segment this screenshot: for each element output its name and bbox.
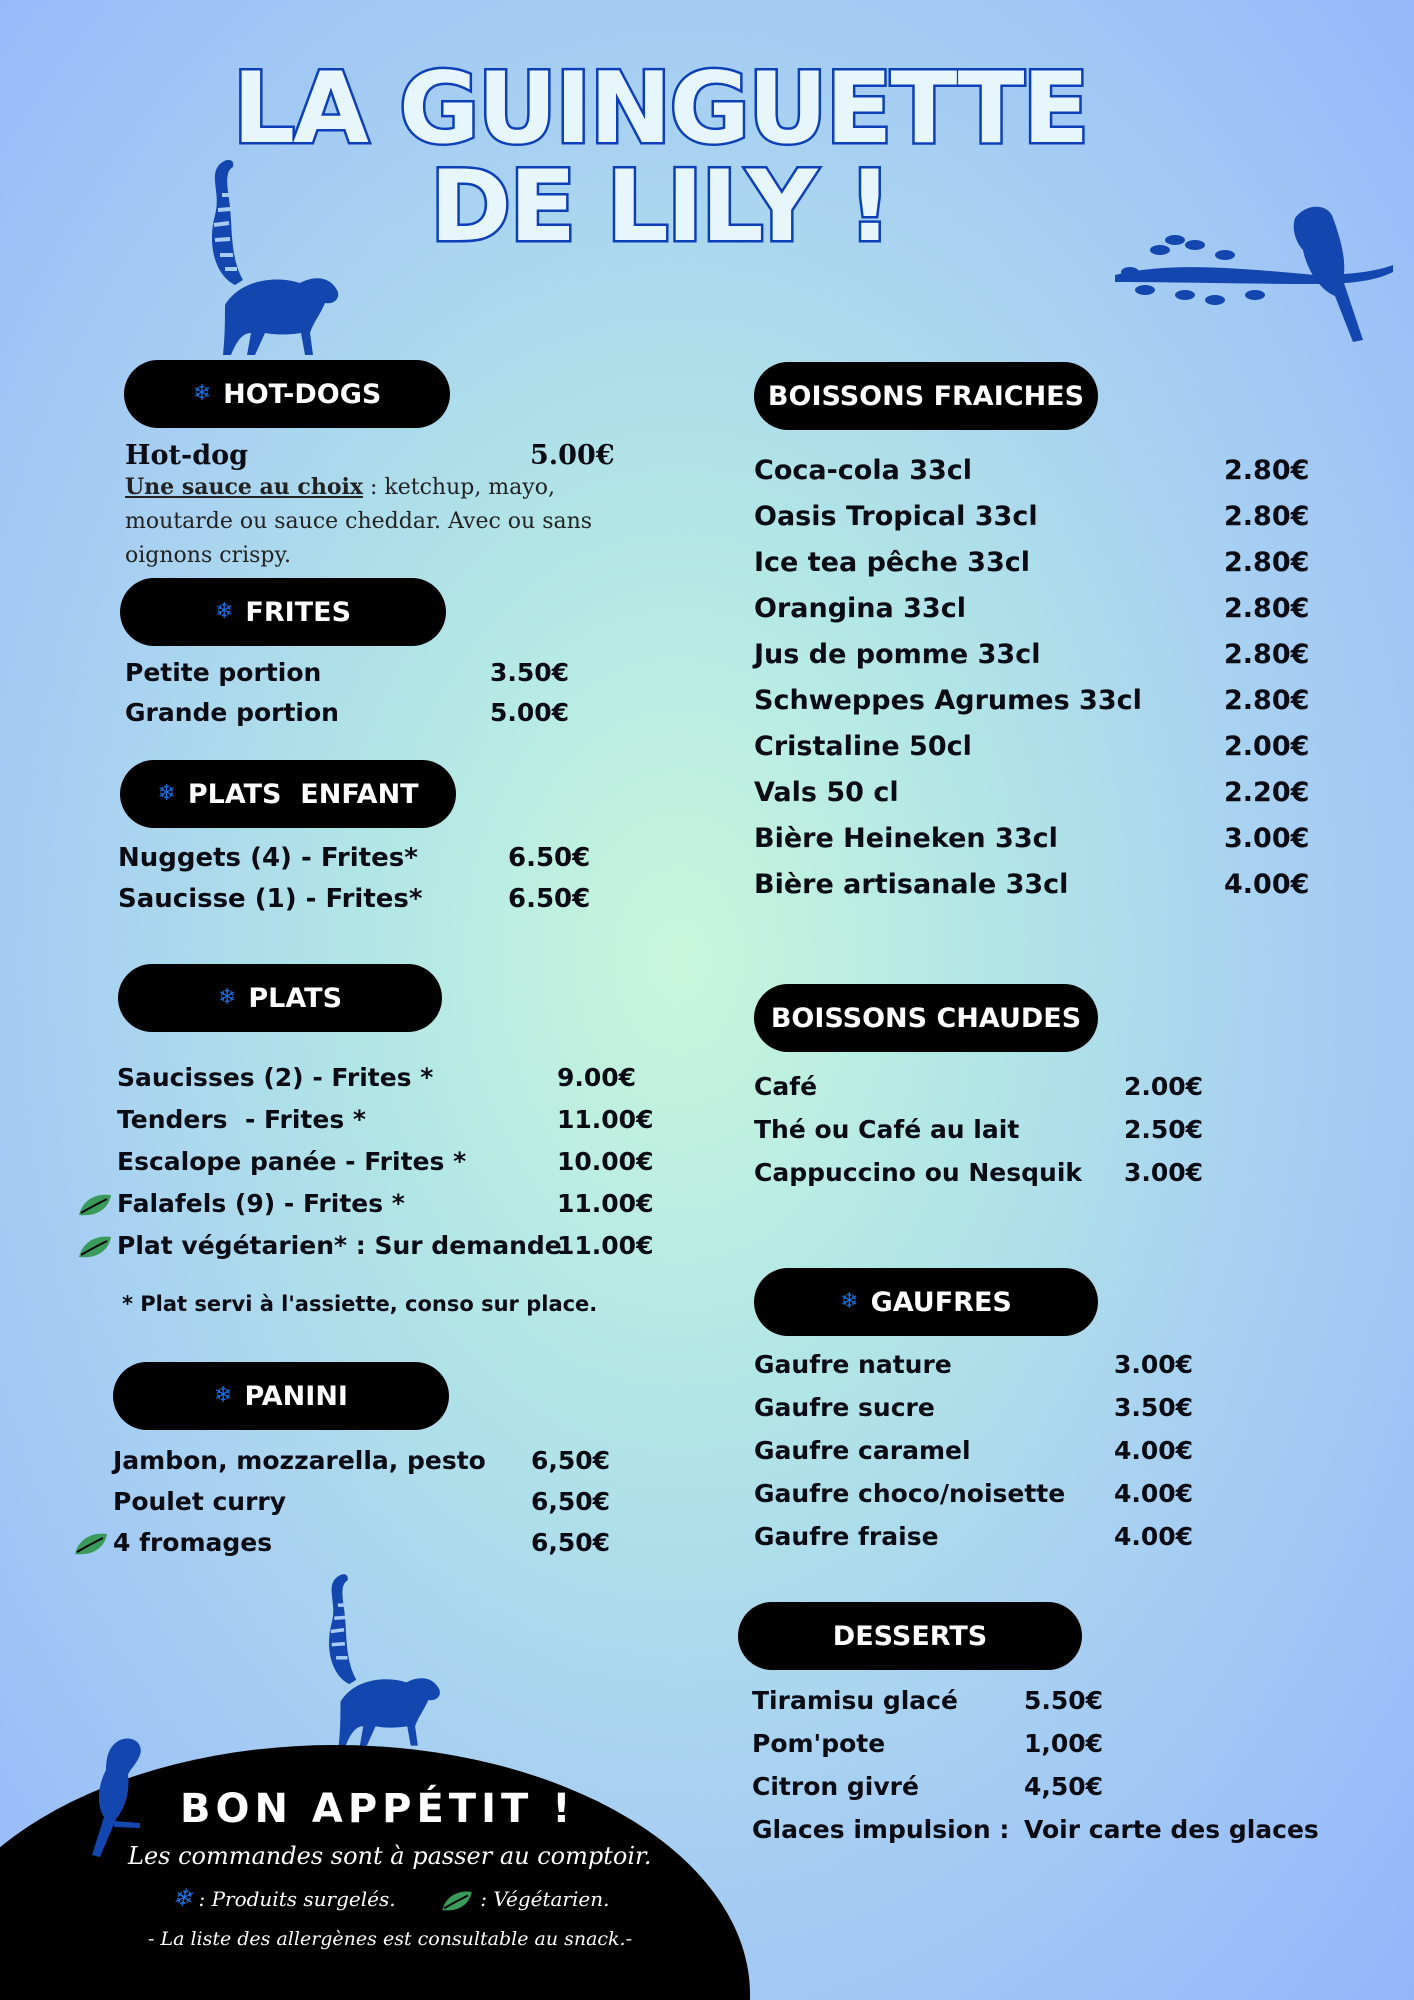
footer-legend — [172, 1886, 609, 1912]
gaufres-item — [754, 1436, 1414, 1471]
boissons-chaudes-item — [754, 1072, 1414, 1107]
item-name: Citron givré — [752, 1772, 919, 1801]
item-name: Jambon, mozzarella, pesto — [113, 1446, 486, 1475]
item-name: Grande portion — [125, 698, 339, 727]
item-price: 3.00€ — [1124, 1158, 1204, 1187]
item-name: Glaces impulsion : — [752, 1815, 1010, 1844]
item-name: Hot-dog — [125, 440, 248, 471]
lemur-icon — [305, 1570, 455, 1750]
item-price: 6.50€ — [508, 843, 591, 873]
section-title: FRITES — [245, 596, 352, 628]
item-price: 4.00€ — [1224, 869, 1310, 900]
item-price: 3.50€ — [1114, 1393, 1194, 1422]
snowflake-icon: ❄ — [214, 599, 234, 624]
section-plats-header — [118, 964, 442, 1032]
boissons-chaudes-item — [754, 1158, 1414, 1193]
section-plats-enfant-header — [120, 760, 456, 828]
boissons-fraiches-item — [754, 593, 1414, 630]
item-name: Poulet curry — [113, 1487, 287, 1516]
frites-item — [125, 658, 830, 693]
item-price: 2.80€ — [1224, 593, 1310, 624]
gaufres-item — [754, 1393, 1414, 1428]
sauce-label: Une sauce au choix — [125, 474, 363, 500]
snowflake-icon: ❄ — [840, 1289, 859, 1314]
footer-orders-note: Les commandes sont à passer au comptoir. — [128, 1842, 652, 1870]
item-price: 9.00€ — [557, 1063, 637, 1092]
item-name: Gaufre nature — [754, 1350, 952, 1379]
leaf-icon — [440, 1890, 474, 1912]
footer-greeting: BON APPÉTIT ! — [180, 1786, 576, 1832]
desserts-item — [752, 1772, 1364, 1807]
sauce-text: : ketchup, mayo, moutarde ou sauce cheddar. Avec ou sans oignons crispy. — [125, 475, 593, 568]
section-title: BOISSONS FRAICHES — [767, 380, 1085, 412]
parrot-branch-icon — [1115, 200, 1395, 345]
section-frites-header — [120, 578, 446, 646]
item-name: Gaufre caramel — [754, 1436, 971, 1465]
item-price: 5.00€ — [490, 698, 570, 727]
boissons-fraiches-item — [754, 685, 1414, 722]
item-name: Jus de pomme 33cl — [754, 639, 1041, 670]
desserts-item — [752, 1815, 1364, 1850]
item-name: Thé ou Café au lait — [754, 1115, 1020, 1144]
snowflake-icon: ❄ — [214, 1383, 233, 1408]
desserts-item — [752, 1686, 1364, 1721]
legend-veg-text: : Végétarien. — [480, 1887, 610, 1911]
item-price: 3.00€ — [1114, 1350, 1194, 1379]
section-desserts-header — [738, 1602, 1082, 1670]
boissons-fraiches-item — [754, 455, 1414, 492]
item-name: Petite portion — [125, 658, 322, 687]
boissons-fraiches-item — [754, 777, 1414, 814]
item-name: Saucisse (1) - Frites* — [118, 884, 423, 914]
leaf-icon — [77, 1193, 113, 1219]
leaf-icon — [77, 1235, 113, 1261]
item-name: Coca-cola 33cl — [754, 455, 973, 486]
gaufres-item — [754, 1350, 1414, 1385]
item-price: Voir carte des glaces — [1024, 1815, 1319, 1844]
item-price: 11.00€ — [557, 1189, 654, 1218]
item-price: 6,50€ — [531, 1487, 611, 1516]
item-name: Cappuccino ou Nesquik — [754, 1158, 1083, 1187]
item-name: Escalope panée - Frites * — [117, 1147, 467, 1176]
item-price: 2.80€ — [1224, 455, 1310, 486]
plats-footnote: * Plat servi à l'assiette, conso sur place. — [122, 1292, 598, 1316]
item-name: Gaufre sucre — [754, 1393, 935, 1422]
section-title: DESSERTS — [832, 1620, 988, 1652]
section-title: PLATS ENFANT — [187, 778, 419, 810]
section-title: HOT-DOGS — [223, 378, 382, 410]
menu-title-line1: LA GUINGUETTE — [232, 52, 1088, 166]
item-name: Café — [754, 1072, 818, 1101]
gaufres-item — [754, 1522, 1414, 1557]
item-price: 11.00€ — [557, 1231, 654, 1260]
item-name: Oasis Tropical 33cl — [754, 501, 1038, 532]
item-price: 3.00€ — [1224, 823, 1310, 854]
section-hotdogs-header — [124, 360, 450, 428]
item-name: Orangina 33cl — [754, 593, 966, 624]
boissons-fraiches-item — [754, 869, 1414, 906]
boissons-fraiches-item — [754, 501, 1414, 538]
boissons-fraiches-item — [754, 731, 1414, 768]
item-name: Schweppes Agrumes 33cl — [754, 685, 1142, 716]
legend-frozen-text: : Produits surgelés. — [198, 1887, 396, 1911]
item-price: 2.00€ — [1124, 1072, 1204, 1101]
item-price: 11.00€ — [557, 1105, 654, 1134]
item-price: 6.50€ — [508, 884, 591, 914]
snowflake-icon: ❄ — [172, 1884, 193, 1912]
item-price: 2.80€ — [1224, 501, 1310, 532]
item-name: Ice tea pêche 33cl — [754, 547, 1031, 578]
section-panini-header — [113, 1362, 449, 1430]
snowflake-icon: ❄ — [217, 985, 237, 1010]
item-price: 5.50€ — [1024, 1686, 1104, 1715]
item-name: Vals 50 cl — [754, 777, 899, 808]
frites-item — [125, 698, 830, 733]
item-name: Saucisses (2) - Frites * — [117, 1063, 434, 1092]
item-price: 5.00€ — [530, 440, 615, 471]
item-price: 2.50€ — [1124, 1115, 1204, 1144]
desserts-item — [752, 1729, 1364, 1764]
item-name: Bière artisanale 33cl — [754, 869, 1069, 900]
plats-item — [117, 1231, 897, 1266]
item-name: Tiramisu glacé — [752, 1686, 958, 1715]
hotdog-sauce-note — [125, 470, 645, 573]
item-name: Bière Heineken 33cl — [754, 823, 1058, 854]
item-name: Tenders - Frites * — [117, 1105, 366, 1134]
item-name: Cristaline 50cl — [754, 731, 972, 762]
item-name: Pom'pote — [752, 1729, 886, 1758]
plats-enfant-item — [118, 843, 848, 879]
item-price: 2.80€ — [1224, 685, 1310, 716]
item-name: 4 fromages — [113, 1528, 273, 1557]
leaf-icon — [73, 1532, 109, 1558]
item-price: 2.00€ — [1224, 731, 1310, 762]
plats-item — [117, 1189, 897, 1224]
section-boissons-chaudes-header — [754, 984, 1098, 1052]
item-price: 1,00€ — [1024, 1729, 1104, 1758]
item-name: Nuggets (4) - Frites* — [118, 843, 418, 873]
menu-title-line2: DE LILY ! — [429, 150, 891, 264]
boissons-fraiches-item — [754, 639, 1414, 676]
item-price: 2.80€ — [1224, 639, 1310, 670]
gaufres-item — [754, 1479, 1414, 1514]
snowflake-icon: ❄ — [192, 381, 212, 406]
item-price: 6,50€ — [531, 1528, 611, 1557]
section-boissons-fraiches-header — [754, 362, 1098, 430]
item-price: 4.00€ — [1114, 1436, 1194, 1465]
footer-allergens: - La liste des allergènes est consultable au snack.- — [148, 1928, 633, 1950]
item-name: Plat végétarien* : Sur demande — [117, 1231, 562, 1260]
snowflake-icon: ❄ — [157, 781, 176, 806]
item-price: 2.20€ — [1224, 777, 1310, 808]
boissons-chaudes-item — [754, 1115, 1414, 1150]
item-price: 4.00€ — [1114, 1522, 1194, 1551]
item-price: 3.50€ — [490, 658, 570, 687]
item-name: Falafels (9) - Frites * — [117, 1189, 405, 1218]
section-title: PLATS — [248, 982, 343, 1014]
section-title: BOISSONS CHAUDES — [770, 1002, 1082, 1034]
item-price: 6,50€ — [531, 1446, 611, 1475]
item-price: 2.80€ — [1224, 547, 1310, 578]
lemur-icon — [195, 155, 345, 360]
item-price: 4,50€ — [1024, 1772, 1104, 1801]
item-name: Gaufre fraise — [754, 1522, 939, 1551]
item-price: 10.00€ — [557, 1147, 654, 1176]
item-price: 4.00€ — [1114, 1479, 1194, 1508]
boissons-fraiches-item — [754, 823, 1414, 860]
section-gaufres-header — [754, 1268, 1098, 1336]
boissons-fraiches-item — [754, 547, 1414, 584]
section-title: PANINI — [244, 1380, 348, 1412]
section-title: GAUFRES — [870, 1286, 1012, 1318]
plats-enfant-item — [118, 884, 848, 920]
item-name: Gaufre choco/noisette — [754, 1479, 1066, 1508]
